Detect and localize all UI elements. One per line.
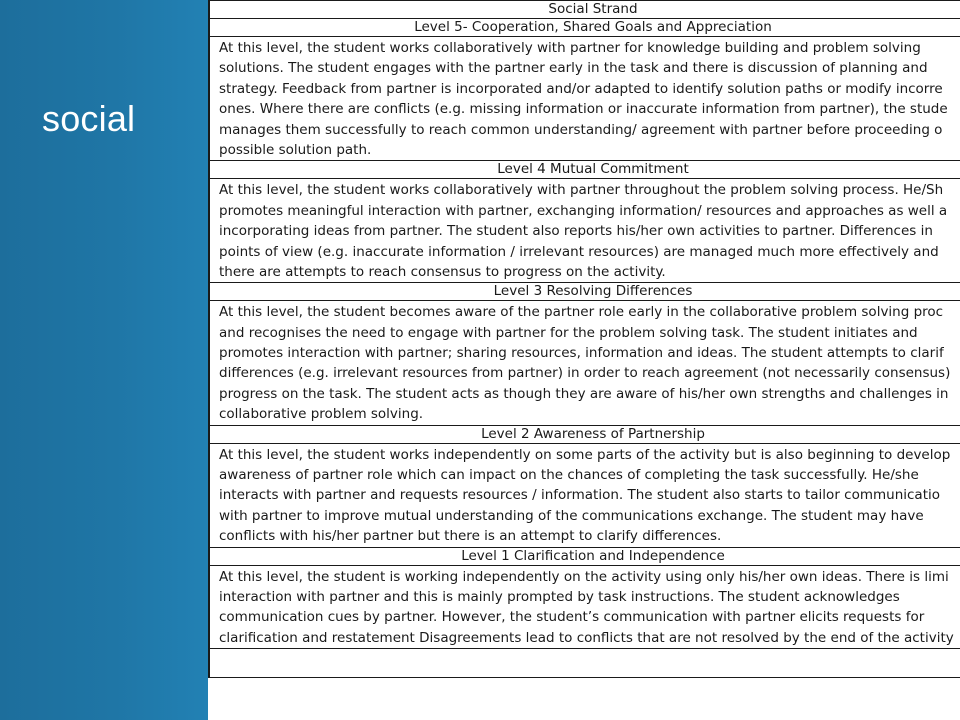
rubric-table-container bbox=[208, 0, 960, 678]
description-line: At this level, the student works independently on some parts of the activity but is also beginning to develop bbox=[219, 446, 951, 463]
description-line: At this level, the student becomes aware of the partner role early in the collaborative problem solving proc bbox=[219, 304, 944, 321]
level-5-description bbox=[209, 37, 960, 161]
description-line: there are attempts to reach consensus to progress on the activity. bbox=[219, 263, 666, 280]
level-1-description bbox=[209, 565, 960, 649]
level-description-row bbox=[209, 443, 960, 547]
level-1-heading: Level 1 Clarification and Independence bbox=[209, 547, 960, 565]
description-line: ones. Where there are conflicts (e.g. missing information or inaccurate information from partner), the stude bbox=[219, 101, 948, 118]
description-line: clarification and restatement Disagreements lead to conflicts that are not resolved by the end of the activity bbox=[219, 629, 954, 646]
level-4-description bbox=[209, 179, 960, 283]
level-description-row bbox=[209, 301, 960, 425]
level-4-heading: Level 4 Mutual Commitment bbox=[209, 161, 960, 179]
description-line: strategy. Feedback from partner is incorporated and/or adapted to identify solution paths or modify incorre bbox=[219, 80, 943, 97]
level-2-description bbox=[209, 443, 960, 547]
description-line: interaction with partner and this is mainly prompted by task instructions. The student acknowledges bbox=[219, 588, 900, 605]
description-line: communication cues by partner. However, the student’s communication with partner elicits requests for bbox=[219, 609, 925, 626]
description-line: awareness of partner role which can impact on the chances of completing the task successfully. He/she bbox=[219, 467, 919, 484]
description-line: interacts with partner and requests resources / information. The student also starts to tailor communicatio bbox=[219, 487, 941, 504]
description-line: At this level, the student works collaboratively with partner for knowledge building and problem solving bbox=[219, 40, 921, 56]
level-2-heading: Level 2 Awareness of Partnership bbox=[209, 425, 960, 443]
description-line: progress on the task. The student acts as though they are aware of his/her own strengths and challenges in bbox=[219, 385, 949, 402]
table-left-border bbox=[208, 0, 210, 678]
level-3-description bbox=[209, 301, 960, 425]
level-heading-row bbox=[209, 283, 960, 301]
table-header: Social Strand bbox=[209, 1, 960, 19]
description-line: and recognises the need to engage with partner for the problem solving task. The student initiates and bbox=[219, 324, 918, 341]
description-line: differences (e.g. irrelevant resources from partner) in order to reach agreement (not necessarily consensus) bbox=[219, 365, 951, 382]
level-heading-row bbox=[209, 161, 960, 179]
level-3-heading: Level 3 Resolving Differences bbox=[209, 283, 960, 301]
description-line: collaborative problem solving. bbox=[219, 406, 424, 423]
description-line: incorporating ideas from partner. The student also reports his/her own activities to partner. Differences in bbox=[219, 223, 933, 240]
level-description-row bbox=[209, 565, 960, 649]
slide-title: social bbox=[42, 98, 136, 139]
description-line: promotes interaction with partner; sharing resources, information and ideas. The student attempts to clarif bbox=[219, 345, 944, 362]
description-line: promotes meaningful interaction with partner, exchanging information/ resources and approaches as well a bbox=[219, 202, 948, 219]
level-description-row bbox=[209, 179, 960, 283]
table-bottom-border bbox=[208, 677, 960, 678]
level-heading-row bbox=[209, 547, 960, 565]
level-heading-row bbox=[209, 19, 960, 37]
description-line: solutions. The student engages with the partner early in the task and there is discussion of planning and bbox=[219, 60, 928, 77]
description-line: with partner to improve mutual understanding of the communications exchange. The student may have bbox=[219, 507, 924, 524]
level-description-row bbox=[209, 37, 960, 161]
description-line: At this level, the student is working independently on the activity using only his/her own ideas. There is limi bbox=[219, 568, 949, 585]
social-strand-rubric-table bbox=[208, 0, 960, 649]
level-5-heading: Level 5- Cooperation, Shared Goals and Appreciation bbox=[209, 19, 960, 37]
description-line: manages them successfully to reach common understanding/ agreement with partner before proceeding o bbox=[219, 121, 943, 138]
table-header-row bbox=[209, 1, 960, 19]
level-heading-row bbox=[209, 425, 960, 443]
description-line: conflicts with his/her partner but there is an attempt to clarify differences. bbox=[219, 528, 722, 545]
description-line: At this level, the student works collaboratively with partner throughout the problem solving process. He/Sh bbox=[219, 182, 944, 199]
description-line: possible solution path. bbox=[219, 141, 372, 158]
description-line: points of view (e.g. inaccurate information / irrelevant resources) are managed much more effectively and bbox=[219, 243, 939, 260]
